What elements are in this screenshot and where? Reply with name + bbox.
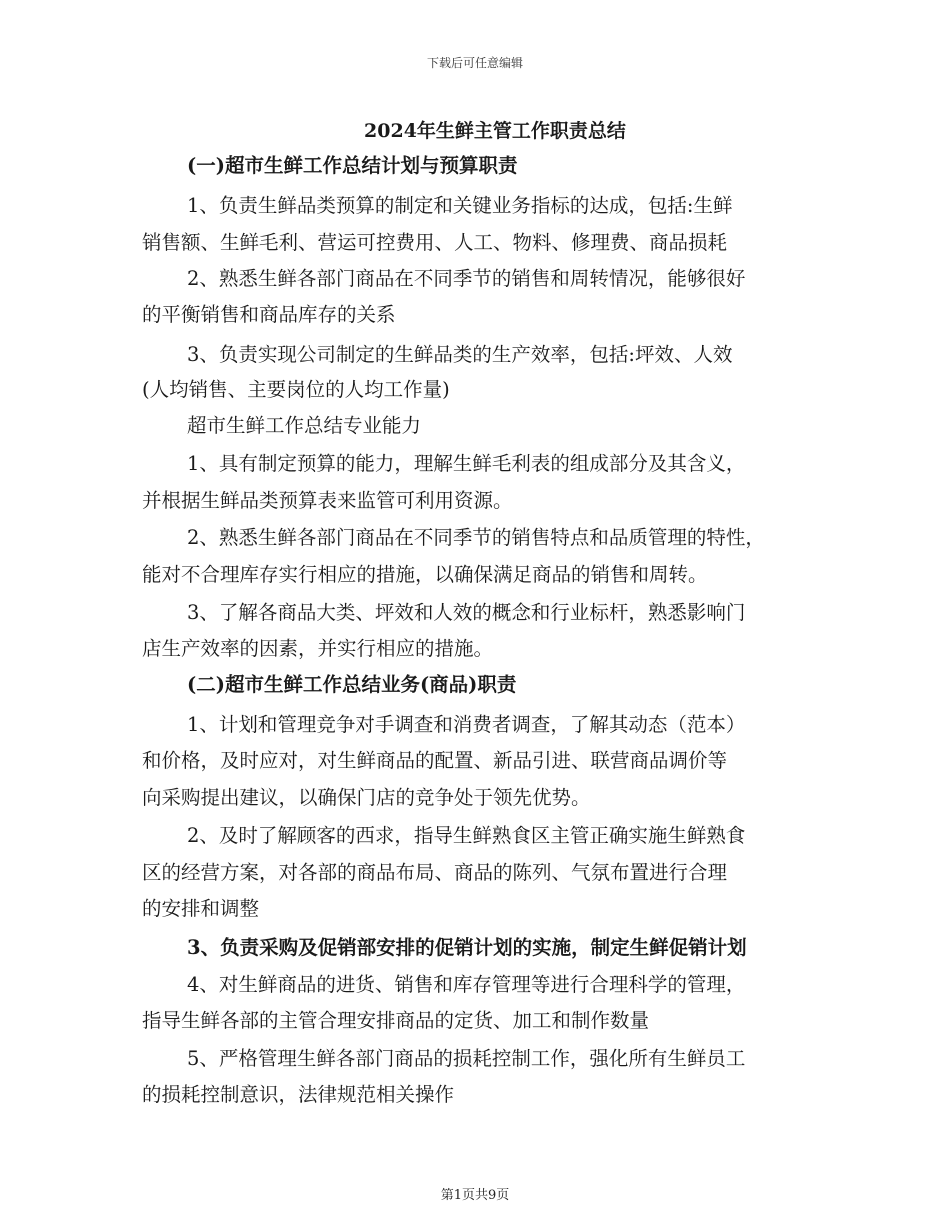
paragraph-line: 的平衡销售和商品库存的关系 [142, 303, 396, 326]
paragraph-line: 5、严格管理生鲜各部门商品的损耗控制工作，强化所有生鲜员工 [187, 1047, 746, 1070]
paragraph-line: 并根据生鲜品类预算表来监管可利用资源。 [142, 489, 513, 512]
paragraph-line: 能对不合理库存实行相应的措施，以确保满足商品的销售和周转。 [142, 563, 708, 586]
paragraph-line: 2、熟悉生鲜各部门商品在不同季节的销售和周转情况，能够很好 [187, 267, 746, 290]
subheading-line: 超市生鲜工作总结专业能力 [187, 414, 422, 437]
paragraph-line: 店生产效率的因素，并实行相应的措施。 [142, 637, 494, 660]
paragraph-line: 的安排和调整 [142, 897, 260, 920]
paragraph-line: 4、对生鲜商品的进货、销售和库存管理等进行合理科学的管理， [187, 973, 746, 996]
paragraph-line: 3、了解各商品大类、坪效和人效的概念和行业标杆，熟悉影响门 [187, 601, 746, 624]
section-heading-2: (二)超市生鲜工作总结业务(商品)职责 [187, 673, 517, 696]
paragraph-line: (人均销售、主要岗位的人均工作量) [142, 378, 450, 401]
paragraph-line: 区的经营方案，对各部的商品布局、商品的陈列、气氛布置进行合理 [142, 861, 728, 884]
paragraph-line: 2、熟悉生鲜各部门商品在不同季节的销售特点和品质管理的特性， [187, 526, 765, 549]
section-heading-1: (一)超市生鲜工作总结计划与预算职责 [187, 154, 518, 177]
paragraph-line: 1、负责生鲜品类预算的制定和关键业务指标的达成，包括:生鲜 [187, 194, 733, 217]
paragraph-line: 2、及时了解顾客的西求，指导生鲜熟食区主管正确实施生鲜熟食 [187, 824, 746, 847]
paragraph-line: 的损耗控制意识，法律规范相关操作 [142, 1083, 455, 1106]
paragraph-line: 向采购提出建议，以确保门店的竞争处于领先优势。 [142, 786, 591, 809]
document-title: 2024年生鲜主管工作职责总结 [364, 120, 626, 142]
paragraph-line: 1、具有制定预算的能力，理解生鲜毛利表的组成部分及其含义， [187, 452, 746, 475]
paragraph-line: 和价格，及时应对，对生鲜商品的配置、新品引进、联营商品调价等 [142, 749, 728, 772]
paragraph-line: 指导生鲜各部的主管合理安排商品的定货、加工和制作数量 [142, 1009, 650, 1032]
bold-paragraph-line: 3、负责采购及促销部安排的促销计划的实施，制定生鲜促销计划 [187, 936, 747, 959]
paragraph-line: 销售额、生鲜毛利、营运可控费用、人工、物料、修理费、商品损耗 [142, 231, 728, 254]
header-note: 下载后可任意编辑 [426, 56, 523, 70]
paragraph-line: 1、计划和管理竞争对手调查和消费者调查，了解其动态（范本） [187, 713, 746, 736]
page-footer: 第1页共9页 [440, 1188, 510, 1203]
paragraph-line: 3、负责实现公司制定的生鲜品类的生产效率，包括:坪效、人效 [187, 343, 733, 366]
